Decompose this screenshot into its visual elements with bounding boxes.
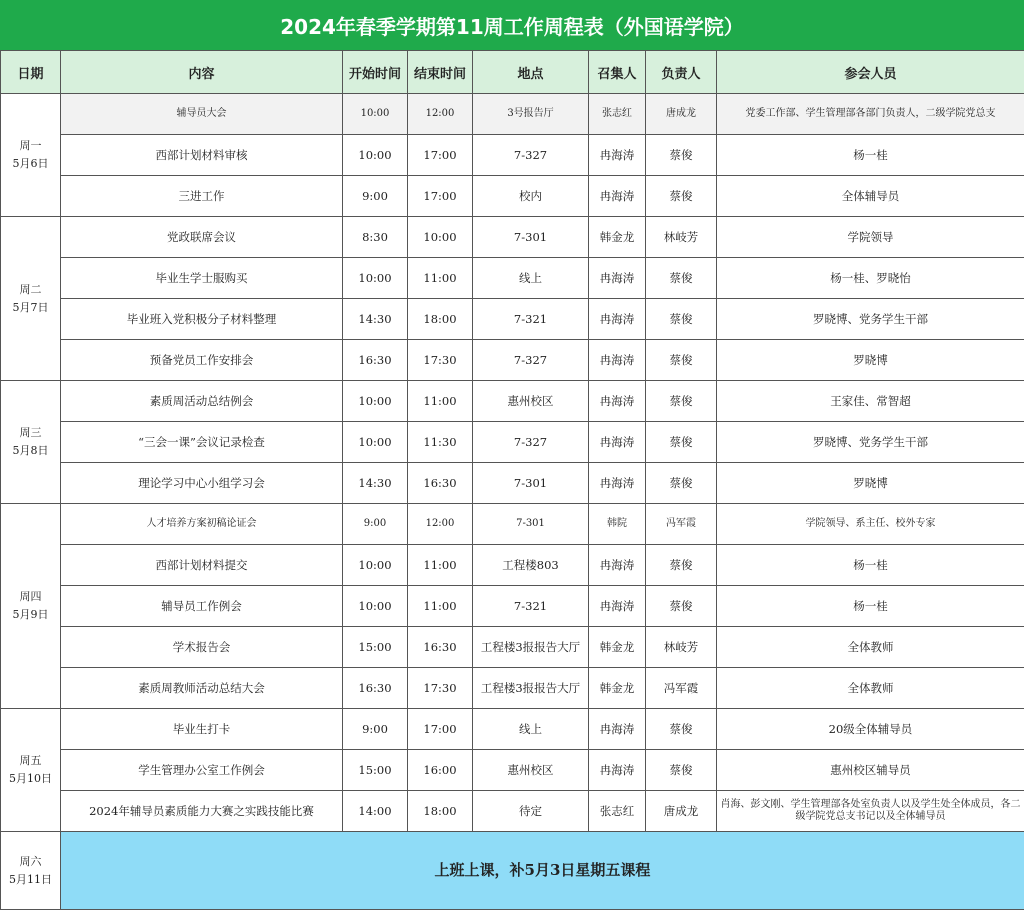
- cell-start: 15:00: [343, 750, 408, 791]
- cell-attendees: 惠州校区辅导员: [717, 750, 1024, 791]
- cell-convener: 冉海涛: [589, 258, 646, 299]
- cell-convener: 冉海涛: [589, 463, 646, 504]
- weekday-label: 周一: [19, 139, 42, 153]
- cell-end: 11:30: [408, 422, 473, 463]
- cell-location: 惠州校区: [473, 750, 589, 791]
- cell-owner: 蔡俊: [646, 709, 717, 750]
- cell-attendees: 20级全体辅导员: [717, 709, 1024, 750]
- cell-start: 10:00: [343, 258, 408, 299]
- cell-location: 7-301: [473, 504, 589, 545]
- cell-owner: 林岐芳: [646, 627, 717, 668]
- cell-start: 16:30: [343, 340, 408, 381]
- cell-owner: 蔡俊: [646, 463, 717, 504]
- cell-location: 7-327: [473, 340, 589, 381]
- cell-convener: 冉海涛: [589, 340, 646, 381]
- table-row: [1, 176, 1024, 217]
- cell-attendees: 罗晓博: [717, 340, 1024, 381]
- cell-end: 12:00: [408, 504, 473, 545]
- cell-start: 8:30: [343, 217, 408, 258]
- cell-start: 9:00: [343, 504, 408, 545]
- cell-end: 17:00: [408, 135, 473, 176]
- cell-location: 3号报告厅: [473, 94, 589, 135]
- header-start: 开始时间: [343, 51, 408, 94]
- cell-content: 党政联席会议: [61, 217, 343, 258]
- cell-location: 工程楼3报报告大厅: [473, 668, 589, 709]
- cell-start: 9:00: [343, 709, 408, 750]
- cell-end: 11:00: [408, 586, 473, 627]
- cell-start: 14:30: [343, 299, 408, 340]
- cell-owner: 冯军霞: [646, 504, 717, 545]
- cell-content: 毕业生学士服购买: [61, 258, 343, 299]
- cell-attendees: 肖海、彭文刚、学生管理部各处室负责人以及学生处全体成员，各二级学院党总支书记以及全体辅导员: [717, 791, 1024, 832]
- cell-content: 预备党员工作安排会: [61, 340, 343, 381]
- day-cell: [1, 709, 61, 832]
- cell-location: 7-327: [473, 422, 589, 463]
- cell-content: 素质周教师活动总结大会: [61, 668, 343, 709]
- page-title: 2024年春季学期第11周工作周程表（外国语学院）: [0, 0, 1024, 51]
- cell-convener: 韩金龙: [589, 627, 646, 668]
- cell-content: 人才培养方案初稿论证会: [61, 504, 343, 545]
- weekday-label: 周三: [19, 426, 42, 440]
- cell-start: 10:00: [343, 586, 408, 627]
- cell-convener: 冉海涛: [589, 586, 646, 627]
- cell-convener: 韩金龙: [589, 668, 646, 709]
- cell-end: 10:00: [408, 217, 473, 258]
- date-label: 5月7日: [12, 300, 49, 314]
- cell-end: 17:30: [408, 668, 473, 709]
- cell-attendees: 杨一桂: [717, 135, 1024, 176]
- cell-end: 16:00: [408, 750, 473, 791]
- cell-content: 辅导员大会: [61, 94, 343, 135]
- cell-attendees: 杨一桂: [717, 586, 1024, 627]
- date-label: 5月9日: [12, 608, 49, 621]
- date-label: 5月6日: [12, 157, 49, 170]
- cell-owner: 蔡俊: [646, 258, 717, 299]
- cell-attendees: 全体教师: [717, 627, 1024, 668]
- table-row: [1, 504, 1024, 545]
- cell-content: 西部计划材料提交: [61, 545, 343, 586]
- cell-content: 学生管理办公室工作例会: [61, 750, 343, 791]
- table-row: [1, 791, 1024, 832]
- date-label: 5月8日: [12, 444, 49, 457]
- cell-attendees: 罗晓博: [717, 463, 1024, 504]
- cell-start: 9:00: [343, 176, 408, 217]
- header-date: 日期: [1, 51, 61, 94]
- cell-content: 学术报告会: [61, 627, 343, 668]
- cell-end: 17:00: [408, 176, 473, 217]
- cell-convener: 张志红: [589, 94, 646, 135]
- cell-start: 10:00: [343, 422, 408, 463]
- header-location: 地点: [473, 51, 589, 94]
- cell-content: 毕业班入党积极分子材料整理: [61, 299, 343, 340]
- cell-convener: 冉海涛: [589, 381, 646, 422]
- cell-content: 西部计划材料审核: [61, 135, 343, 176]
- header-content: 内容: [61, 51, 343, 94]
- header-end: 结束时间: [408, 51, 473, 94]
- cell-location: 7-321: [473, 586, 589, 627]
- cell-start: 14:00: [343, 791, 408, 832]
- cell-attendees: 学院领导: [717, 217, 1024, 258]
- cell-convener: 韩金龙: [589, 217, 646, 258]
- date-label: 5月10日: [9, 772, 52, 785]
- table-row: [1, 217, 1024, 258]
- cell-location: 7-327: [473, 135, 589, 176]
- table-row: [1, 750, 1024, 791]
- cell-owner: 唐成龙: [646, 94, 717, 135]
- cell-end: 16:30: [408, 627, 473, 668]
- cell-end: 18:00: [408, 299, 473, 340]
- cell-location: 线上: [473, 709, 589, 750]
- cell-location: 校内: [473, 176, 589, 217]
- cell-content: 辅导员工作例会: [61, 586, 343, 627]
- schedule-table: [0, 50, 1024, 910]
- cell-owner: 蔡俊: [646, 586, 717, 627]
- cell-location: 线上: [473, 258, 589, 299]
- cell-start: 10:00: [343, 381, 408, 422]
- cell-owner: 蔡俊: [646, 545, 717, 586]
- cell-content: 素质周活动总结例会: [61, 381, 343, 422]
- cell-location: 7-321: [473, 299, 589, 340]
- cell-attendees: 杨一桂: [717, 545, 1024, 586]
- cell-content: 毕业生打卡: [61, 709, 343, 750]
- cell-convener: 张志红: [589, 791, 646, 832]
- saturday-note: 上班上课，补5月3日星期五课程: [61, 832, 1024, 910]
- weekday-label: 周五: [19, 754, 42, 768]
- table-row: [1, 135, 1024, 176]
- cell-end: 17:30: [408, 340, 473, 381]
- table-row: [1, 709, 1024, 750]
- table-row: [1, 463, 1024, 504]
- cell-owner: 蔡俊: [646, 422, 717, 463]
- cell-convener: 冉海涛: [589, 545, 646, 586]
- cell-attendees: 罗晓博、党务学生干部: [717, 422, 1024, 463]
- cell-convener: 冉海涛: [589, 422, 646, 463]
- table-row: [1, 422, 1024, 463]
- cell-end: 17:00: [408, 709, 473, 750]
- cell-start: 14:30: [343, 463, 408, 504]
- cell-end: 11:00: [408, 545, 473, 586]
- cell-start: 10:00: [343, 545, 408, 586]
- cell-owner: 唐成龙: [646, 791, 717, 832]
- day-cell: [1, 217, 61, 381]
- cell-location: 工程楼803: [473, 545, 589, 586]
- cell-owner: 冯军霞: [646, 668, 717, 709]
- date-label: 5月11日: [9, 872, 52, 886]
- table-row: [1, 627, 1024, 668]
- schedule-body: [1, 94, 1024, 910]
- cell-owner: 蔡俊: [646, 135, 717, 176]
- cell-convener: 冉海涛: [589, 299, 646, 340]
- cell-end: 18:00: [408, 791, 473, 832]
- header-attendees: 参会人员: [717, 51, 1024, 94]
- cell-convener: 冉海涛: [589, 176, 646, 217]
- cell-attendees: 全体辅导员: [717, 176, 1024, 217]
- day-cell: [1, 381, 61, 504]
- cell-start: 16:30: [343, 668, 408, 709]
- cell-owner: 蔡俊: [646, 340, 717, 381]
- cell-owner: 林岐芳: [646, 217, 717, 258]
- cell-end: 11:00: [408, 258, 473, 299]
- cell-location: 待定: [473, 791, 589, 832]
- cell-location: 惠州校区: [473, 381, 589, 422]
- day-cell: [1, 504, 61, 709]
- cell-owner: 蔡俊: [646, 381, 717, 422]
- cell-location: 7-301: [473, 463, 589, 504]
- cell-convener: 韩院: [589, 504, 646, 545]
- cell-end: 16:30: [408, 463, 473, 504]
- weekday-label: 周二: [19, 282, 42, 296]
- cell-attendees: 学院领导、系主任、校外专家: [717, 504, 1024, 545]
- cell-convener: 冉海涛: [589, 135, 646, 176]
- cell-content: “三会一课”会议记录检查: [61, 422, 343, 463]
- cell-start: 15:00: [343, 627, 408, 668]
- cell-owner: 蔡俊: [646, 750, 717, 791]
- header-convener: 召集人: [589, 51, 646, 94]
- cell-start: 10:00: [343, 135, 408, 176]
- day-cell: [1, 832, 61, 910]
- table-row-saturday: [1, 832, 1024, 910]
- cell-attendees: 全体教师: [717, 668, 1024, 709]
- header-owner: 负责人: [646, 51, 717, 94]
- day-cell: [1, 94, 61, 217]
- cell-location: 7-301: [473, 217, 589, 258]
- cell-attendees: 杨一桂、罗晓怡: [717, 258, 1024, 299]
- weekday-label: 周四: [19, 590, 42, 604]
- table-row: [1, 340, 1024, 381]
- cell-convener: 冉海涛: [589, 709, 646, 750]
- cell-convener: 冉海涛: [589, 750, 646, 791]
- table-row: [1, 381, 1024, 422]
- table-row: [1, 668, 1024, 709]
- cell-content: 2024年辅导员素质能力大赛之实践技能比赛: [61, 791, 343, 832]
- cell-attendees: 党委工作部、学生管理部各部门负责人，二级学院党总支: [717, 94, 1024, 135]
- table-row: [1, 258, 1024, 299]
- cell-location: 工程楼3报报告大厅: [473, 627, 589, 668]
- table-row: [1, 545, 1024, 586]
- table-row: [1, 94, 1024, 135]
- cell-start: 10:00: [343, 94, 408, 135]
- cell-content: 理论学习中心小组学习会: [61, 463, 343, 504]
- cell-owner: 蔡俊: [646, 176, 717, 217]
- cell-attendees: 罗晓博、党务学生干部: [717, 299, 1024, 340]
- weekday-label: 周六: [19, 854, 42, 868]
- cell-content: 三进工作: [61, 176, 343, 217]
- header-row: [1, 51, 1024, 94]
- cell-end: 11:00: [408, 381, 473, 422]
- cell-end: 12:00: [408, 94, 473, 135]
- cell-owner: 蔡俊: [646, 299, 717, 340]
- cell-attendees: 王家佳、常智超: [717, 381, 1024, 422]
- table-row: [1, 586, 1024, 627]
- table-row: [1, 299, 1024, 340]
